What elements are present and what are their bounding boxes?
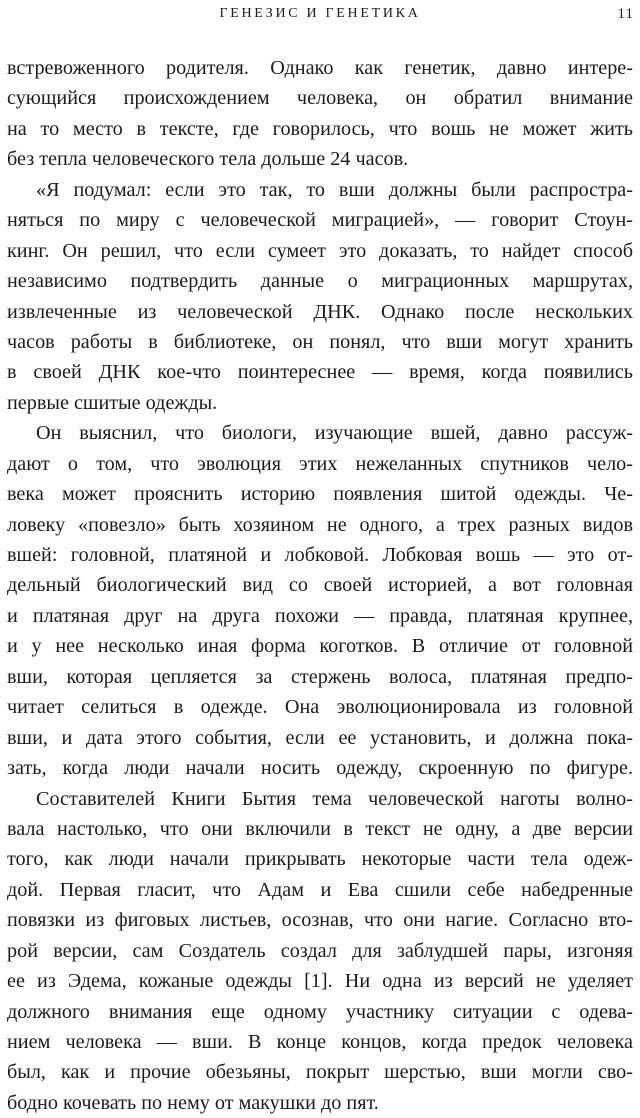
- text-line: вала настолько, что они включили в текст не одну, а две версии: [7, 817, 633, 840]
- text-line: рой версии, сам Создатель создал для заблудшей пары, изгоняя: [7, 939, 633, 962]
- text-line: независимо подтвердить данные о миграционных маршрутах,: [7, 270, 633, 293]
- text-line: дельный биологический вид со своей историей, а вот головная: [7, 574, 633, 597]
- text-line: встревоженного родителя. Однако как генетик, давно интере-: [7, 57, 633, 79]
- text-line: сующийся происхождением человека, он обратил внимание: [7, 87, 633, 110]
- text-line: няться по миру с человеческой миграцией», — говорит Стоун-: [7, 209, 633, 232]
- text-line: дают о том, что эволюция этих нежеланных спутников чело-: [7, 452, 633, 475]
- body-text: [7, 53, 633, 1118]
- page-number: 11: [617, 6, 634, 22]
- text-line: в своей ДНК кое-что поинтереснее — время, когда появились: [7, 361, 633, 384]
- text-line: был, как и прочие обезьяны, покрыт шерстью, вши могли сво-: [7, 1061, 633, 1084]
- text-line: Составителей Книги Бытия тема человеческой наготы волно-: [36, 787, 633, 810]
- text-line: читает селиться в одежде. Она эволюционировала из головной: [7, 696, 633, 719]
- text-line: первые сшитые одежды.: [7, 391, 218, 414]
- text-line: Он выяснил, что биологи, изучающие вшей, давно рассуж-: [36, 422, 633, 445]
- text-line: того, как люди начали прикрывать некоторые части тела одеж-: [7, 848, 633, 871]
- text-line: зать, когда люди начали носить одежду, скроенную по фигуре.: [7, 757, 633, 780]
- text-line: без тепла человеческого тела дольше 24 часов.: [7, 148, 409, 171]
- text-line: века может прояснить историю появления шитой одежды. Че-: [7, 483, 633, 506]
- running-title: ГЕНЕЗИС И ГЕНЕТИКА: [219, 6, 421, 21]
- text-line: ловеку «повезло» быть хозяином не одного, а трех разных видов: [7, 513, 633, 536]
- running-header: [0, 3, 640, 27]
- text-line: должного внимания еще одному участнику ситуации с одева-: [7, 1000, 633, 1023]
- text-line: дой. Первая гласит, что Адам и Ева сшили себе набедренные: [7, 878, 633, 901]
- text-line: бодно кочевать по нему от макушки до пят.: [7, 1091, 379, 1114]
- text-line: ее из Эдема, кожаные одежды [1]. Ни одна из версий не уделяет: [7, 970, 633, 993]
- text-line: и у нее несколько иная форма коготков. В отличие от головной: [7, 635, 633, 658]
- text-line: вшей: головной, платяной и лобковой. Лобковая вошь — это от-: [7, 544, 633, 566]
- text-line: и платяная друг на друга похожи — правда, платяная крупнее,: [7, 604, 633, 627]
- text-line: извлеченные из человеческой ДНК. Однако после нескольких: [7, 300, 633, 323]
- text-line: на то место в тексте, где говорилось, что вошь не может жить: [7, 117, 633, 140]
- text-line: кинг. Он решил, что если сумеет это доказать, то найдет способ: [7, 239, 633, 262]
- text-line: вши, которая цепляется за стержень волоса, платяная предпо-: [7, 665, 633, 688]
- text-line: повязки из фиговых листьев, осознав, что они нагие. Согласно вто-: [7, 909, 633, 932]
- text-line: вши, и дата этого события, если ее установить, и должна пока-: [7, 726, 633, 749]
- text-line: «Я подумал: если это так, то вши должны были распростра-: [36, 178, 633, 201]
- text-line: часов работы в библиотеке, он понял, что вши могут хранить: [7, 330, 633, 353]
- text-line: нием человека — вши. В конце концов, когда предок человека: [7, 1031, 633, 1053]
